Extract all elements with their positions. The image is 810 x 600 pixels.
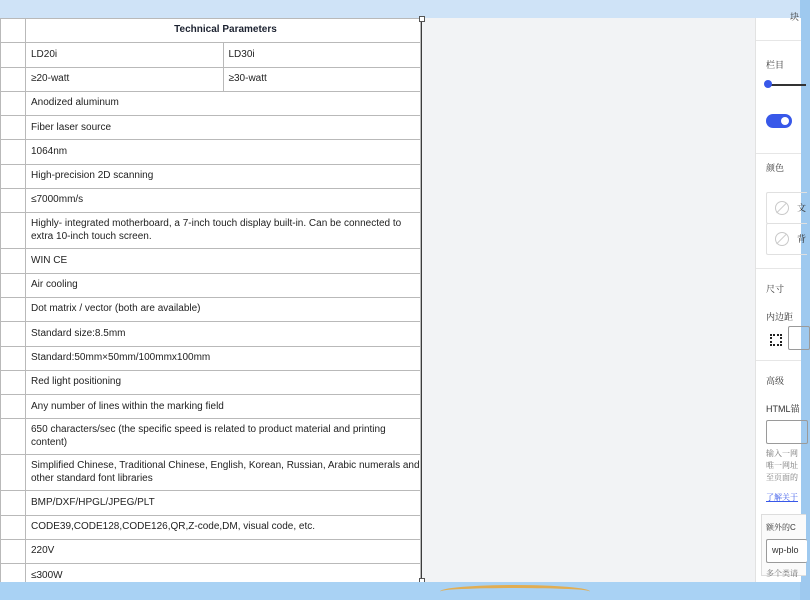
- table-cell-label[interactable]: [1, 370, 26, 394]
- table-cell[interactable]: 220V: [26, 540, 421, 564]
- table-cell-label[interactable]: [1, 346, 26, 370]
- panel-divider: [756, 153, 801, 154]
- padding-sides-icon[interactable]: [770, 334, 782, 346]
- table-cell[interactable]: Anodized aluminum: [26, 91, 421, 115]
- table-cell[interactable]: Standard:50mm×50mm/100mmx100mm: [26, 346, 421, 370]
- table-row: [1, 164, 421, 188]
- table-row: [1, 43, 421, 67]
- table-cell[interactable]: Red light positioning: [26, 370, 421, 394]
- html-anchor-input[interactable]: [766, 420, 808, 444]
- table-row: [1, 273, 421, 297]
- block-settings-panel: [755, 12, 807, 582]
- table-cell-label[interactable]: [1, 273, 26, 297]
- top-background-strip: [0, 0, 800, 18]
- table-cell-label[interactable]: [1, 213, 26, 249]
- table-row: [1, 297, 421, 321]
- table-row: [1, 189, 421, 213]
- panel-divider: [756, 40, 801, 41]
- table-cell[interactable]: Fiber laser source: [26, 116, 421, 140]
- table-cell[interactable]: ≤7000mm/s: [26, 189, 421, 213]
- table-row: [1, 491, 421, 515]
- table-row: [1, 540, 421, 564]
- toggle-knob: [781, 117, 789, 125]
- help-text-line-1: 输入一网: [766, 449, 798, 458]
- background-color-option[interactable]: [766, 223, 807, 255]
- panel-tab-fragment[interactable]: 块: [790, 12, 800, 22]
- table-cell-label[interactable]: [1, 395, 26, 419]
- empty-color-icon: [775, 201, 789, 215]
- table-cell-label[interactable]: [1, 322, 26, 346]
- technical-parameters-table[interactable]: [0, 18, 421, 589]
- table-row: [1, 322, 421, 346]
- table-row: [1, 370, 421, 394]
- table-cell-label[interactable]: [1, 540, 26, 564]
- bottom-background-strip: [0, 582, 800, 600]
- background-color-label: 背: [797, 234, 807, 244]
- table-cell[interactable]: ≤300W: [26, 564, 421, 588]
- table-row: [1, 515, 421, 539]
- table-cell-label[interactable]: [1, 91, 26, 115]
- panel-divider: [756, 268, 801, 269]
- table-cell[interactable]: 650 characters/sec (the specific speed is related to product material and printing content): [26, 419, 421, 455]
- extra-css-help: 多个类请: [766, 569, 798, 578]
- toggle-switch[interactable]: [766, 114, 792, 128]
- table-cell[interactable]: 1064nm: [26, 140, 421, 164]
- padding-label: 内边距: [766, 312, 794, 322]
- table-cell[interactable]: Highly- integrated motherboard, a 7-inch touch display built-in. Can be connected to extra 10-inch touch screen.: [26, 213, 421, 249]
- columns-slider-track[interactable]: [766, 84, 806, 86]
- table-title-row: [1, 19, 421, 43]
- table-cell[interactable]: LD20i: [26, 43, 224, 67]
- table-row: [1, 213, 421, 249]
- table-cell[interactable]: ≥30-watt: [223, 67, 421, 91]
- panel-divider: [756, 360, 801, 361]
- table-cell-label[interactable]: [1, 43, 26, 67]
- table-cell[interactable]: Simplified Chinese, Traditional Chinese, English, Korean, Russian, Arabic numerals and other standard font libraries: [26, 455, 421, 491]
- table-row: [1, 346, 421, 370]
- text-color-option[interactable]: [766, 192, 807, 224]
- table-cell-label[interactable]: [1, 116, 26, 140]
- table-cell[interactable]: Dot matrix / vector (both are available): [26, 297, 421, 321]
- table-row: [1, 419, 421, 455]
- table-cell-label[interactable]: [1, 19, 26, 43]
- help-text-line-2: 唯一网址: [766, 461, 798, 470]
- extra-css-value: wp-blo: [772, 545, 799, 555]
- table-cell-label[interactable]: [1, 515, 26, 539]
- table-cell-label[interactable]: [1, 419, 26, 455]
- table-row: [1, 140, 421, 164]
- table-cell-label[interactable]: [1, 491, 26, 515]
- size-heading: 尺寸: [766, 284, 785, 294]
- block-border: [421, 18, 422, 582]
- columns-label: 栏目: [766, 60, 785, 70]
- table-cell[interactable]: Air cooling: [26, 273, 421, 297]
- table-cell-label[interactable]: [1, 164, 26, 188]
- table-cell-label[interactable]: [1, 297, 26, 321]
- decorative-wave: [440, 585, 590, 598]
- table-cell[interactable]: BMP/DXF/HPGL/JPEG/PLT: [26, 491, 421, 515]
- table-cell[interactable]: ≥20-watt: [26, 67, 224, 91]
- table-cell[interactable]: LD30i: [223, 43, 421, 67]
- color-heading: 颜色: [766, 163, 785, 173]
- table-row: [1, 249, 421, 273]
- help-text-line-3: 至页面的: [766, 473, 798, 482]
- text-color-label: 文: [797, 203, 807, 213]
- table-row: [1, 67, 421, 91]
- table-row: [1, 455, 421, 491]
- table-cell[interactable]: Any number of lines within the marking field: [26, 395, 421, 419]
- table-cell[interactable]: Standard size:8.5mm: [26, 322, 421, 346]
- padding-input[interactable]: [788, 326, 810, 350]
- resize-handle-top[interactable]: [419, 16, 425, 22]
- learn-more-link[interactable]: 了解关于: [766, 493, 798, 502]
- advanced-heading[interactable]: 高级: [766, 376, 785, 386]
- table-title[interactable]: Technical Parameters: [26, 19, 421, 43]
- table-cell[interactable]: WIN CE: [26, 249, 421, 273]
- table-cell[interactable]: CODE39,CODE128,CODE126,QR,Z-code,DM, visual code, etc.: [26, 515, 421, 539]
- extra-css-label: 额外的C: [766, 523, 796, 532]
- columns-slider-thumb[interactable]: [764, 80, 772, 88]
- parameters-table-block[interactable]: [0, 18, 421, 582]
- extra-css-input[interactable]: [766, 539, 807, 563]
- table-cell[interactable]: High-precision 2D scanning: [26, 164, 421, 188]
- table-cell-label[interactable]: [1, 189, 26, 213]
- table-cell-label[interactable]: [1, 67, 26, 91]
- table-cell-label[interactable]: [1, 140, 26, 164]
- table-row: [1, 395, 421, 419]
- table-cell-label[interactable]: [1, 249, 26, 273]
- table-row: [1, 91, 421, 115]
- table-row: [1, 116, 421, 140]
- table-cell-label[interactable]: [1, 455, 26, 491]
- empty-color-icon: [775, 232, 789, 246]
- html-anchor-label: HTML锚: [766, 404, 800, 414]
